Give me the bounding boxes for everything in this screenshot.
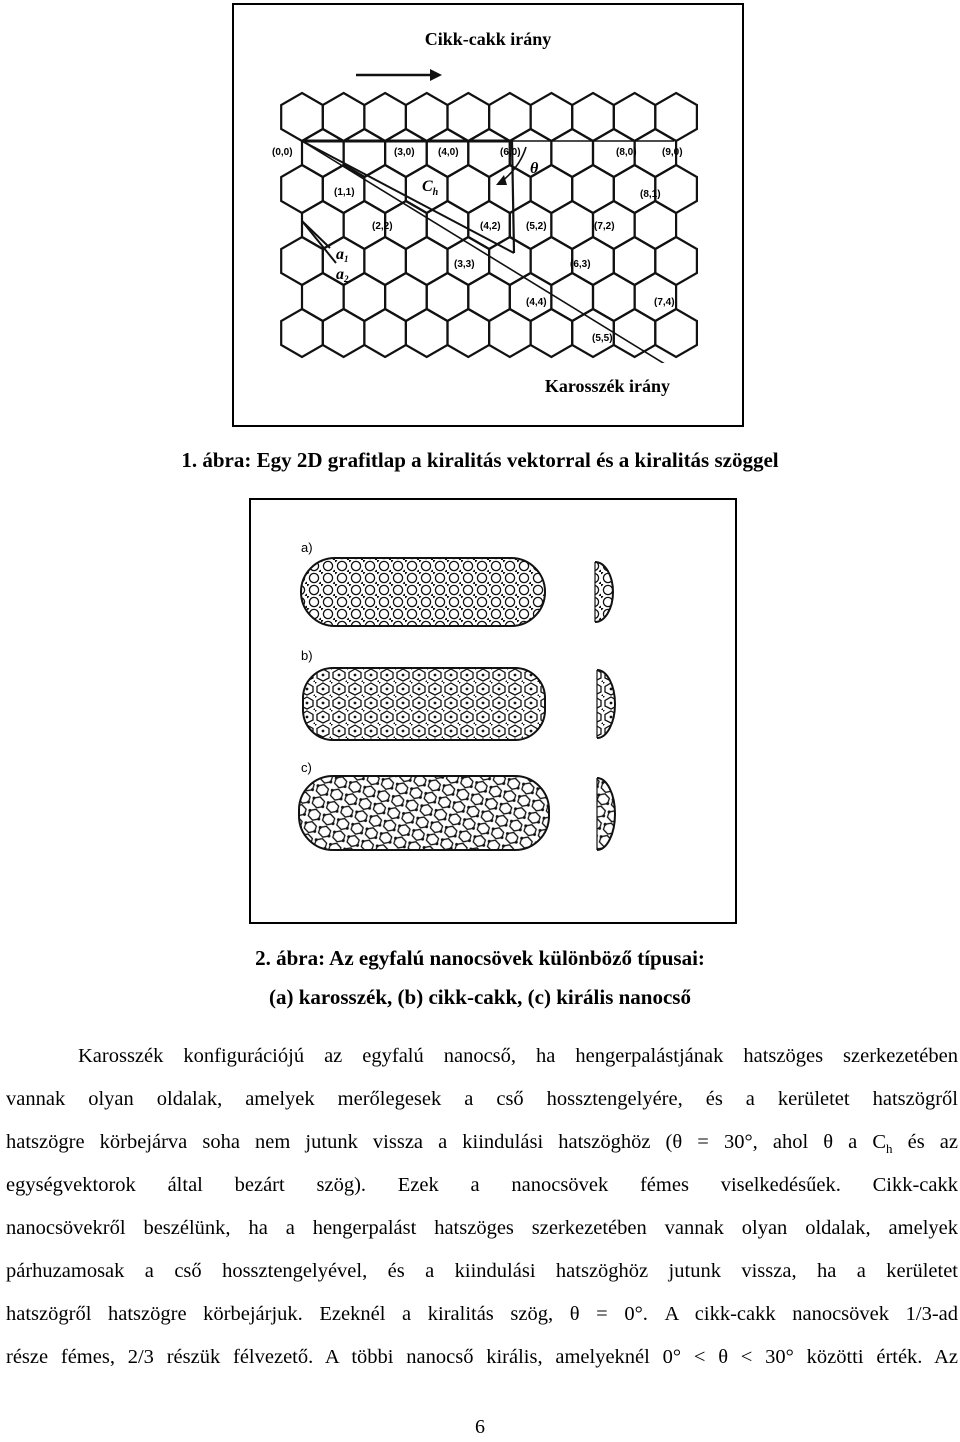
armchair-direction-label: Karosszék irány [544,376,670,396]
theta-label: θ [530,160,539,177]
a2-label: a2 [336,266,349,284]
zigzag-tube [303,668,615,740]
lattice-hexagon [364,309,406,357]
paragraph-line-5: nanocsövekről beszélünk, ha a hengerpalást hatszöges szerkezetében vannak olyan oldalak, amelyek [6,1217,958,1239]
panel-label-c: c) [301,760,312,775]
lattice-label: (8,0) [616,147,637,158]
unit-vectors [302,221,336,263]
lattice-label: (4,4) [526,297,547,308]
lattice-label: (8,1) [640,189,661,200]
lattice-hexagon [655,309,697,357]
lattice-hexagon [448,309,490,357]
lattice-label: (1,1) [334,187,355,198]
lattice-label: (4,0) [438,147,459,158]
figure1-frame [232,3,744,427]
paragraph-line-3: hatszögre körbejárva soha nem jutunk vissza a kiindulási hatszöghöz (θ = 30°, ahol θ a $C_h$ és az [6,1131,958,1157]
page-number: 6 [475,1416,485,1438]
lattice-hexagon [614,309,656,357]
lattice-label: (0,0) [272,147,293,158]
armchair-tube [301,558,613,626]
lattice-label: (3,3) [454,259,475,270]
lattice-label: (6,0) [500,147,521,158]
paragraph-line-6: párhuzamosak a cső hossztengelyével, és a kiindulási hatszöghöz jutunk vissza, ha a kerületet [6,1260,958,1282]
lattice-label: (7,4) [654,297,675,308]
lattice-hexagon [323,309,365,357]
lattice-hexagon [489,309,530,357]
lattice-label: (3,0) [394,147,415,158]
ch-vector-label: $C_h$ [422,178,439,198]
lattice-label: (5,2) [526,221,547,232]
panel-label-b: b) [301,648,313,663]
lattice-hexagon [281,309,323,357]
paragraph-line-8: része fémes, 2/3 részük félvezető. A többi nanocső királis, amelyeknél 0° < θ < 30° közötti érték. Az [6,1346,958,1368]
lattice-label: (6,3) [570,259,591,270]
lattice-label: (7,2) [594,221,615,232]
lattice-hexagon [406,309,448,357]
a1-label: a1 [336,246,349,264]
nanotube-types-illustration [251,500,735,922]
chiral-tube [299,776,615,850]
graphene-lattice-diagram [264,63,704,363]
figure2-frame [249,498,737,924]
lattice-label: (2,2) [372,221,393,232]
figure2-caption-line2: (a) karosszék, (b) cikk-cakk, (c) királis nanocső [269,985,691,1009]
lattice-label: (5,5) [592,333,613,344]
panel-label-a: a) [301,540,313,555]
figure1-caption: 1. ábra: Egy 2D grafitlap a kiralitás vektorral és a kiralitás szöggel [181,448,779,472]
armchair-axis-line [302,141,704,363]
lattice-hexagon [531,309,573,357]
paragraph-line-2: vannak olyan oldalak, amelyek merőlegesek a cső hossztengelyére, és a kerületet hatszögről [6,1088,958,1110]
figure2-caption-line1: 2. ábra: Az egyfalú nanocsövek különböző típusai: [255,946,705,970]
paragraph-line-7: hatszögről hatszögre körbejárjuk. Ezeknél a kiralitás szög, θ = 0°. A cikk-cakk nanocsövek 1/3-ad [6,1303,958,1325]
paragraph-line-4: egységvektorok által bezárt szög). Ezek a nanocsövek fémes viselkedésűek. Cikk-cakk [6,1174,958,1196]
zigzag-direction-label: Cikk-cakk irány [424,29,552,49]
zigzag-arrow [356,69,442,81]
lattice-label: (9,0) [662,147,683,158]
paragraph-line-1: Karosszék konfigurációjú az egyfalú nanocső, ha hengerpalástjának hatszöges szerkezetében [78,1045,958,1067]
lattice-label: (4,2) [480,221,501,232]
